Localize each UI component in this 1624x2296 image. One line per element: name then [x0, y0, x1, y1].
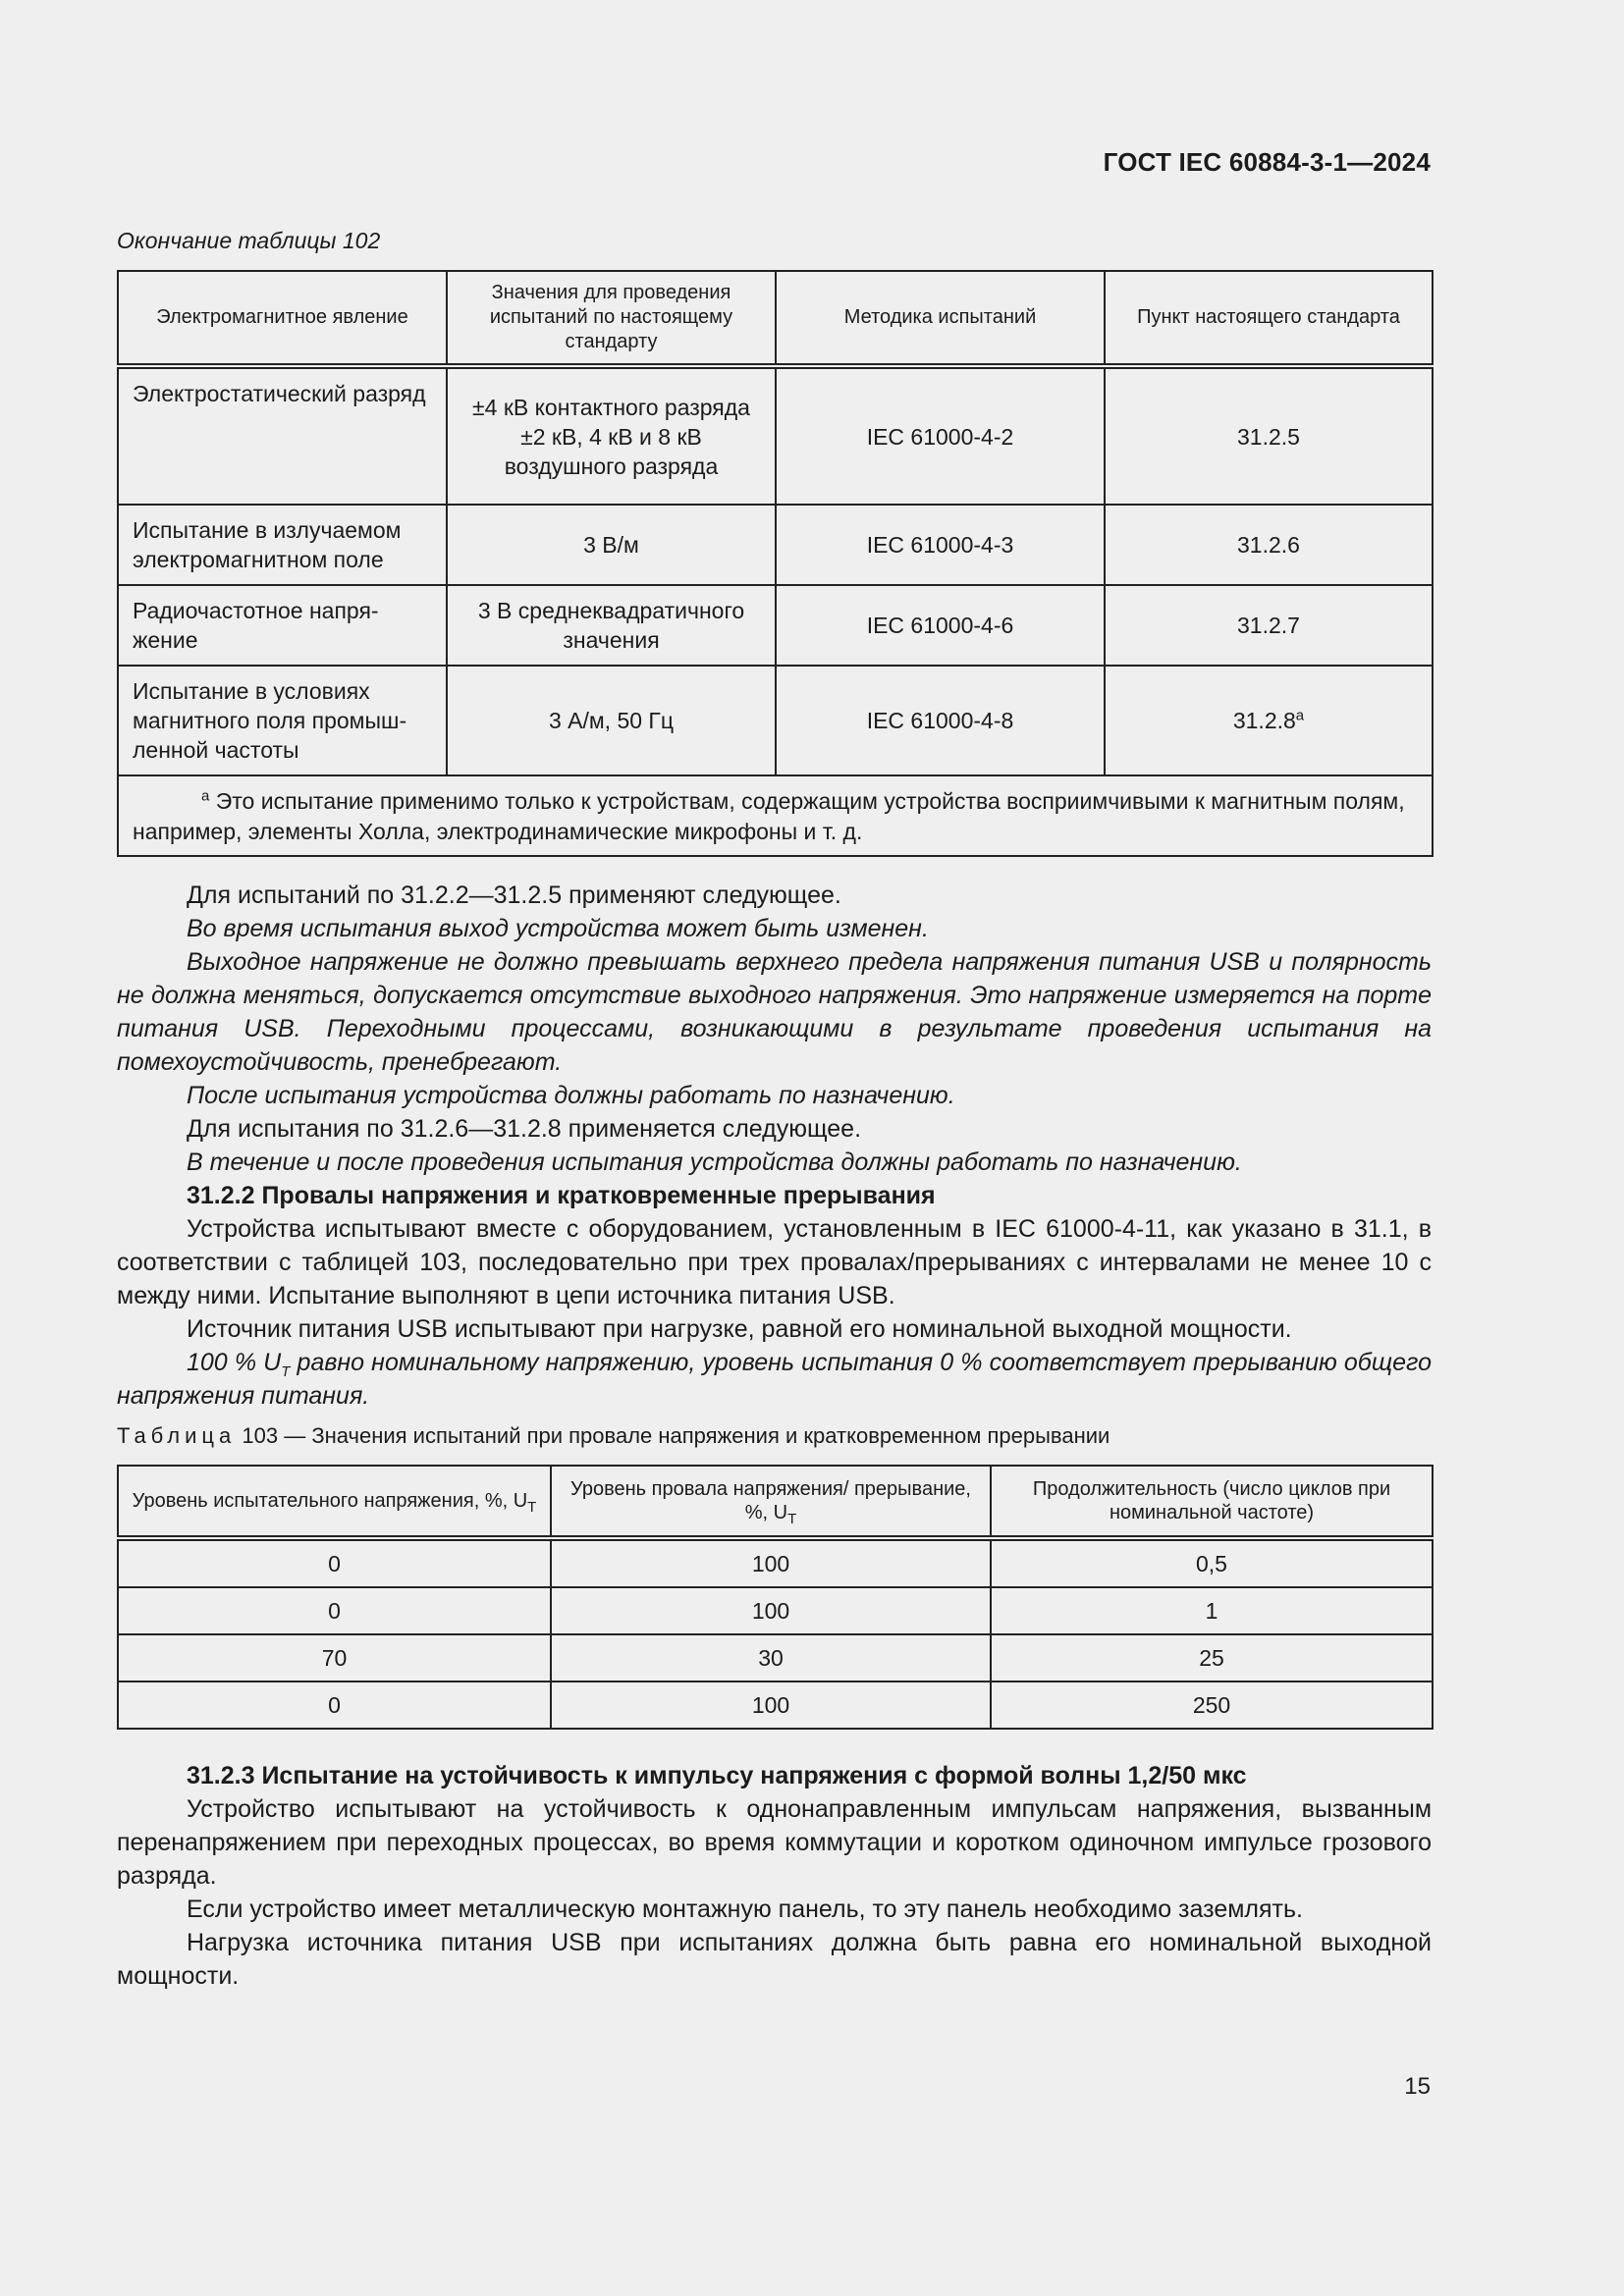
cell-line: ±2 кВ, 4 кВ и 8 кВ воздушного разряда [504, 423, 719, 479]
table-cell: 100 [551, 1587, 991, 1634]
table-cell: 31.2.6 [1105, 505, 1433, 585]
section-heading: 31.2.2 Провалы напряжения и кратковременные прерывания [187, 1182, 936, 1209]
table-103-caption [117, 1423, 1110, 1449]
table-cell: Испытание в условиях магнитного поля промыш-ленной частоты [118, 666, 447, 775]
column-header [991, 1466, 1433, 1538]
column-header: Пункт настоящего стандарта [1105, 271, 1433, 366]
paragraph: После испытания устройства должны работать по назначению. [187, 1082, 955, 1109]
table-header-row [118, 271, 1433, 366]
text-run: равно номинальному напряжению, уровень испытания 0 % соответствует прерыванию общего напряжения питания. [117, 1349, 1433, 1410]
paragraph: Выходное напряжение не должно превышать верхнего предела напряжения питания USB и полярность не должна меняться, допускается отсутствие выходного напряжения. Это напряжение измеряется на порте питания USB. Переходными процессами, возникающими в результате проведения испытания на помехоустойчивость, пренебрегают. [117, 948, 1432, 1076]
paragraph [117, 1346, 1432, 1413]
column-header [551, 1466, 991, 1538]
column-header [118, 1466, 551, 1538]
table-cell: Радиочастотное напря-жение [118, 585, 447, 666]
section-heading: 31.2.3 Испытание на устойчивость к импульсу напряжения с формой волны 1,2/50 мкс [187, 1762, 1247, 1789]
table-cell: IEC 61000-4-3 [776, 505, 1105, 585]
table-cell: 3 А/м, 50 Гц [447, 666, 776, 775]
footnote-marker: a [201, 787, 210, 805]
table-row [118, 666, 1433, 775]
text-run: 100 % U [187, 1349, 282, 1376]
cell-line: ±4 кВ контактного разряда [472, 394, 750, 420]
paragraph: Устройство испытывают на устойчивость к однонаправленным импульсам напряжения, вызванным перенапряжением при переходных процессах, во время коммутации и коротком одиночном импульсе грозового разряда. [117, 1795, 1432, 1890]
table-cell: 1 [991, 1587, 1433, 1634]
table-cell: 250 [991, 1682, 1433, 1729]
table-cell: 3 В/м [447, 505, 776, 585]
clause-text: 31.2.8 [1232, 708, 1296, 733]
paragraph: Во время испытания выход устройства может быть изменен. [187, 915, 929, 942]
table-cell: 100 [551, 1538, 991, 1587]
table-cell: 100 [551, 1682, 991, 1729]
table-cell: 30 [551, 1634, 991, 1682]
table-103 [117, 1465, 1434, 1730]
table-row [118, 1682, 1433, 1729]
table-102-caption: Окончание таблицы 102 [117, 228, 381, 253]
table-cell: Испытание в излучаемом электромагнитном поле [118, 505, 447, 585]
table-row [118, 1634, 1433, 1682]
table-header-row [118, 1466, 1433, 1538]
paragraph: В течение и после проведения испытания устройства должны работать по назначению. [187, 1148, 1242, 1176]
table-cell: 25 [991, 1634, 1433, 1682]
header-text: Уровень испытательного напряжения, %, U [132, 1490, 528, 1512]
table-row [118, 1538, 1433, 1587]
table-cell: IEC 61000-4-2 [776, 366, 1105, 505]
caption-text: 103 — Значения испытаний при провале напряжения и кратковременном прерывании [242, 1423, 1110, 1448]
table-row [118, 1587, 1433, 1634]
subscript: T [787, 1511, 797, 1527]
column-header: Электромагнитное явление [118, 271, 447, 366]
body-text-block-1 [117, 879, 1432, 1413]
table-cell: 0 [118, 1538, 551, 1587]
column-header: Значения для проведения испытаний по настоящему стандарту [447, 271, 776, 366]
table-cell: IEC 61000-4-8 [776, 666, 1105, 775]
table-cell: 0,5 [991, 1538, 1433, 1587]
page-number: 15 [1404, 2073, 1431, 2100]
header-text: Продолжительность (число циклов при номинальной частоте) [1032, 1478, 1391, 1523]
paragraph: Нагрузка источника питания USB при испытаниях должна быть равна его номинальной выходной мощности. [117, 1929, 1432, 1990]
table-footnote-row [118, 775, 1433, 856]
paragraph: Если устройство имеет металлическую монтажную панель, то эту панель необходимо заземлять. [187, 1896, 1303, 1923]
body-text-block-2 [117, 1759, 1432, 1993]
table-cell: 31.2.5 [1105, 366, 1433, 505]
table-cell: 3 В среднеквадратичного значения [447, 585, 776, 666]
footnote-marker: a [1295, 707, 1305, 724]
caption-label: Таблица [117, 1423, 237, 1448]
paragraph: Устройства испытывают вместе с оборудованием, установленным в IEC 61000-4-11, как указано в 31.1, в соответствии с таблицей 103, последовательно при трех провалах/прерываниях с интервалами не менее 10 с между ними. Испытание выполняют в цепи источника питания USB. [117, 1215, 1432, 1309]
table-cell: 70 [118, 1634, 551, 1682]
table-102 [117, 270, 1434, 857]
subscript: T [527, 1499, 537, 1516]
table-row [118, 366, 1433, 505]
subscript: T [281, 1363, 291, 1380]
footnote-text: Это испытание применимо только к устройствам, содержащим устройства восприимчивыми к магнитным полям, например, элементы Холла, электродинамические микрофоны и т. д. [133, 788, 1405, 844]
table-row [118, 505, 1433, 585]
table-footnote [118, 775, 1433, 856]
paragraph: Для испытания по 31.2.6—31.2.8 применяется следующее. [187, 1115, 862, 1143]
paragraph: Для испытаний по 31.2.2—31.2.5 применяют следующее. [187, 881, 841, 909]
table-cell: 0 [118, 1682, 551, 1729]
paragraph: Источник питания USB испытывают при нагрузке, равной его номинальной выходной мощности. [187, 1315, 1292, 1343]
table-cell [1105, 666, 1433, 775]
document-header: ГОСТ IEC 60884-3-1—2024 [1103, 147, 1431, 177]
table-row [118, 585, 1433, 666]
table-cell: 0 [118, 1587, 551, 1634]
column-header: Методика испытаний [776, 271, 1105, 366]
table-cell: Электростатический разряд [118, 366, 447, 505]
table-cell: IEC 61000-4-6 [776, 585, 1105, 666]
table-cell: 31.2.7 [1105, 585, 1433, 666]
table-cell [447, 366, 776, 505]
header-text: Уровень провала напряжения/ прерывание, %, U [570, 1478, 971, 1523]
